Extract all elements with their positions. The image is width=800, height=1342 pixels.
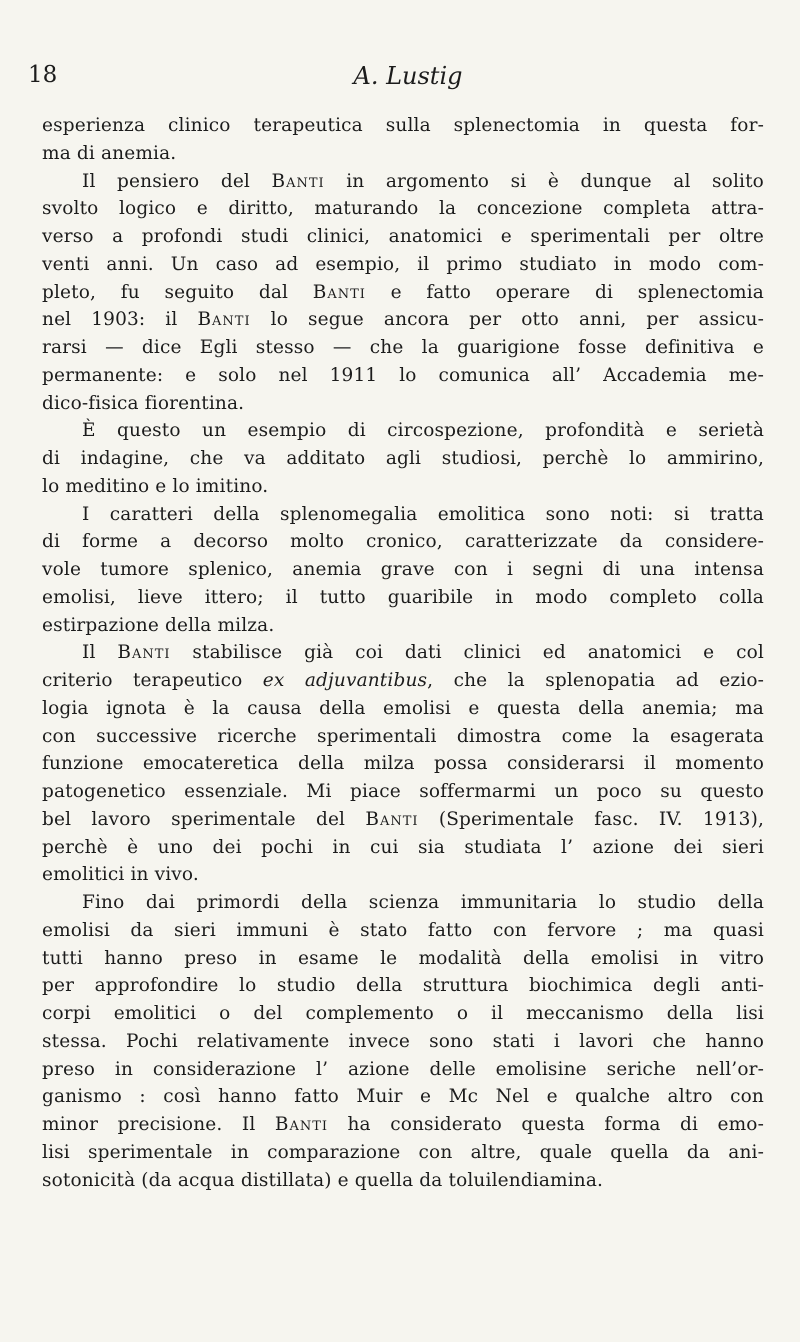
text-line: pleto, fu seguito dal Banti e fatto operare di splenectomia bbox=[42, 281, 764, 303]
text-line: con successive ricerche sperimentali dimostra come la esagerata bbox=[42, 725, 764, 747]
text-line: Il Banti stabilisce già coi dati clinici ed anatomici e col bbox=[82, 642, 764, 664]
text-line: svolto logico e diritto, maturando la concezione completa attra- bbox=[42, 198, 764, 220]
text-line: È questo un esempio di circospezione, profondità e serietà bbox=[82, 420, 764, 442]
text-line: venti anni. Un caso ad esempio, il primo studiato in modo com- bbox=[42, 253, 764, 275]
text-line: patogenetico essenziale. Mi piace soffermarmi un poco su questo bbox=[42, 781, 764, 802]
text-line: sotonicità (da acqua distillata) e quella da toluilendiamina. bbox=[42, 1169, 604, 1191]
body-text bbox=[42, 112, 764, 1194]
text-line: corpi emolitici o del complemento o il meccanismo della lisi bbox=[42, 1003, 764, 1024]
text-line: ganismo : così hanno fatto Muir e Mc Nel e qualche altro con bbox=[42, 1086, 764, 1108]
page-number: 18 bbox=[28, 62, 58, 88]
text-line: per approfondire lo studio della struttura biochimica degli anti- bbox=[42, 975, 764, 997]
text-line: emolitici in vivo. bbox=[42, 864, 199, 886]
text-line: di forme a decorso molto cronico, caratterizzate da considere- bbox=[42, 531, 764, 553]
text-line: ma di anemia. bbox=[42, 142, 177, 164]
text-line: I caratteri della splenomegalia emolitica sono noti: si tratta bbox=[82, 503, 764, 525]
text-line: Fino dai primordi della scienza immunitaria lo studio della bbox=[82, 892, 764, 913]
text-line: permanente: e solo nel 1911 lo comunica all’ Accademia me- bbox=[42, 364, 764, 386]
page-header bbox=[28, 62, 788, 92]
text-line: emolisi da sieri immuni è stato fatto con fervore ; ma quasi bbox=[42, 919, 764, 941]
text-line: esperienza clinico terapeutica sulla splenectomia in questa for- bbox=[42, 115, 764, 136]
text-line: nel 1903: il Banti lo segue ancora per otto anni, per assicu- bbox=[42, 309, 764, 331]
text-line: stessa. Pochi relativamente invece sono stati i lavori che hanno bbox=[42, 1030, 764, 1052]
text-line: preso in considerazione l’ azione delle emolisine seriche nell’or- bbox=[42, 1058, 764, 1080]
text-line: perchè è uno dei pochi in cui sia studiata l’ azione dei sieri bbox=[42, 836, 764, 858]
text-line: criterio terapeutico ex adjuvantibus, che la splenopatia ad ezio- bbox=[42, 670, 765, 691]
text-line: lo meditino e lo imitino. bbox=[42, 475, 269, 497]
text-line: dico-fisica fiorentina. bbox=[42, 392, 245, 414]
text-line: logia ignota è la causa della emolisi e questa della anemia; ma bbox=[42, 697, 764, 719]
text-line: bel lavoro sperimentale del Banti (Sperimentale fasc. IV. 1913), bbox=[42, 808, 764, 830]
text-line: estirpazione della milza. bbox=[42, 614, 275, 636]
text-line: Il pensiero del Banti in argomento si è dunque al solito bbox=[82, 170, 764, 192]
text-line: emolisi, lieve ittero; il tutto guaribile in modo completo colla bbox=[42, 586, 764, 608]
text-line: di indagine, che va additato agli studiosi, perchè lo ammirino, bbox=[42, 448, 764, 469]
text-line: minor precisione. Il Banti ha considerato questa forma di emo- bbox=[42, 1114, 764, 1135]
text-line: lisi sperimentale in comparazione con altre, quale quella da ani- bbox=[42, 1141, 764, 1163]
text-line: tutti hanno preso in esame le modalità della emolisi in vitro bbox=[42, 947, 764, 969]
text-line: rarsi — dice Egli stesso — che la guarigione fosse definitiva e bbox=[42, 337, 764, 358]
running-head: A. Lustig bbox=[353, 62, 463, 90]
text-line: verso a profondi studi clinici, anatomici e sperimentali per oltre bbox=[42, 226, 764, 247]
text-line: funzione emocateretica della milza possa considerarsi il momento bbox=[42, 753, 764, 775]
text-line: vole tumore splenico, anemia grave con i segni di una intensa bbox=[42, 559, 764, 580]
